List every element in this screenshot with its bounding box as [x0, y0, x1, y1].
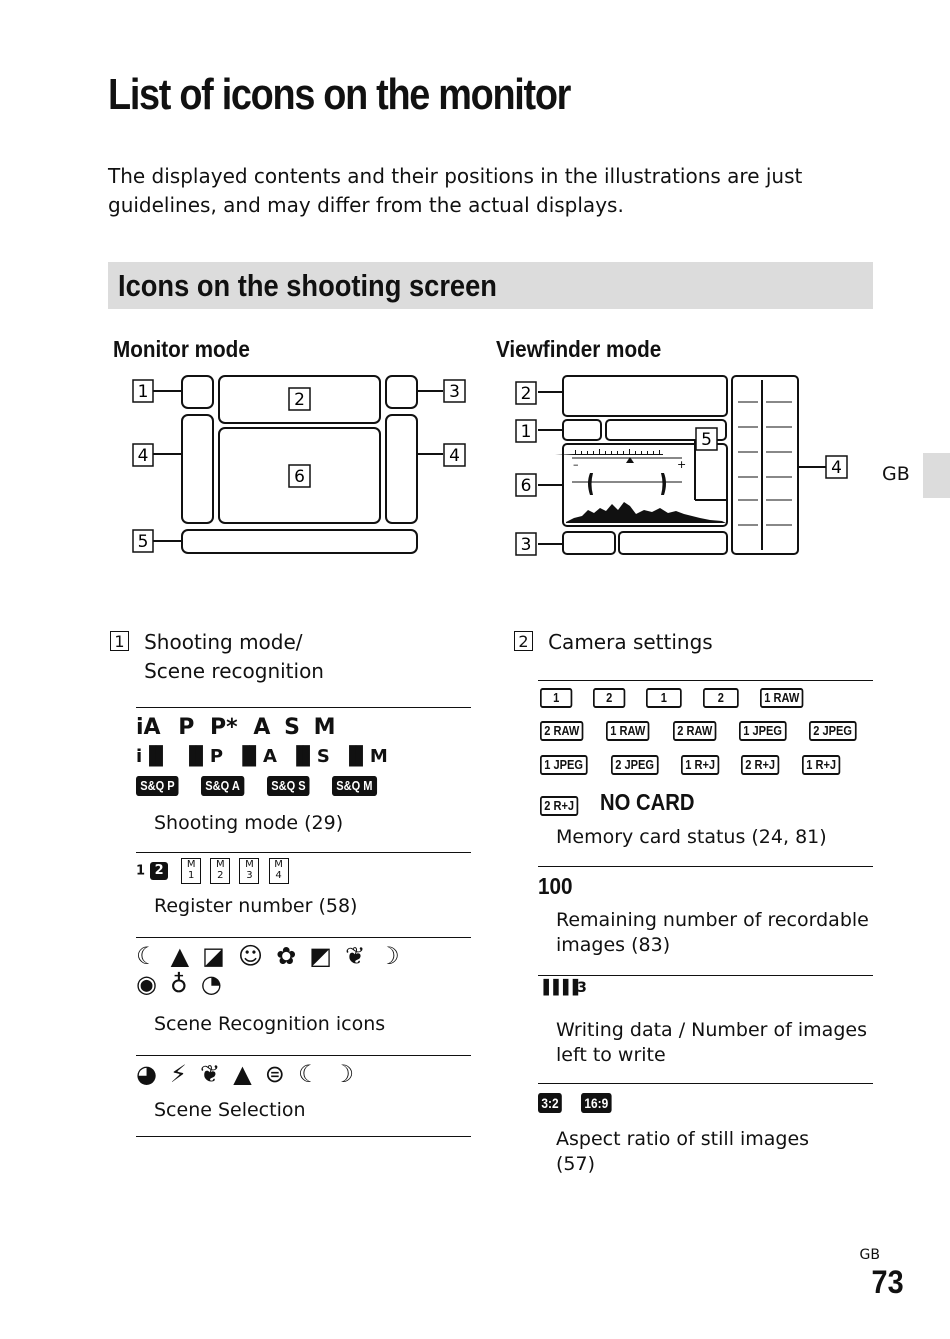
divider: [136, 1055, 471, 1056]
item-2-number: 2: [514, 631, 533, 651]
item-1-title-line2: Scene recognition: [144, 659, 324, 683]
vf-callout-4: 4: [831, 458, 842, 478]
macro-scene-icon: ❦: [200, 1060, 221, 1088]
remaining-value: 100: [538, 873, 573, 899]
card-2-jpeg-icon: 2 JPEG: [809, 721, 856, 741]
low-light-icon: ◔: [200, 970, 222, 998]
memory-card-desc: Memory card status (24, 81): [556, 826, 827, 848]
sq-mode-icons-row: [136, 776, 395, 796]
item-1-number: 1: [110, 631, 129, 651]
scene-selection-icons: [136, 1060, 362, 1088]
vf-callout-6: 6: [520, 476, 532, 496]
sq-m-icon: S&Q M: [332, 776, 377, 796]
card-1-rj-icon: 1 R+J: [681, 755, 719, 775]
monitor-callout-4-right: 4: [449, 446, 460, 466]
sq-a-icon: S&Q A: [201, 776, 244, 796]
movie-auto-icon: i▐▌: [136, 746, 170, 767]
shooting-mode-icons-row1: [136, 715, 336, 740]
intelligent-auto-icon: iA: [136, 715, 161, 740]
page-locale-label: GB: [859, 1247, 880, 1263]
divider: [136, 1136, 471, 1137]
shutter-priority-icon: S: [284, 715, 300, 740]
sunset-icon: ⊜: [264, 1060, 285, 1088]
spotlight-icon: ♁: [170, 970, 188, 998]
vf-callout-5: 5: [701, 430, 712, 450]
aspect-16-9-icon: 16:9: [581, 1093, 612, 1113]
monitor-callout-4-left: 4: [137, 446, 149, 466]
monitor-callout-3: 3: [449, 382, 460, 402]
memory-2-icon: M 2: [210, 858, 230, 884]
vf-scale-plus: +: [677, 458, 687, 471]
area-4-right: [386, 415, 417, 523]
memory-3-icon: M 3: [239, 858, 259, 884]
scene-recognition-icons: [136, 942, 408, 998]
backlight-portrait-icon: ◪: [202, 942, 225, 970]
page-number: 73: [871, 1264, 904, 1300]
card-slot-1-icon: 1: [540, 688, 572, 708]
item-1-title-line1: Shooting mode/: [144, 630, 303, 654]
night-portrait-icon: ☽: [378, 942, 400, 970]
card-2-raw-icon: 2 RAW: [540, 721, 583, 741]
night-icon: ☾: [136, 942, 158, 970]
program-icon: P: [178, 715, 195, 740]
vf-scale-minus: –: [573, 458, 579, 471]
item-2-title: Camera settings: [548, 630, 713, 654]
register-icons-row: [136, 858, 293, 884]
aspect-3-2-icon: 3:2: [538, 1093, 562, 1113]
intro-text: The displayed contents and their positions in the illustrations are just guidelines, and may differ from the actual displays.: [108, 164, 803, 217]
card-1-raw-rec-icon: 1 RAW: [606, 721, 649, 741]
movie-p-icon: ▐▌P: [182, 746, 224, 767]
aspect-desc: Aspect ratio of still images (57): [556, 1128, 810, 1175]
register-desc: Register number (58): [154, 895, 358, 917]
manual-icon: M: [313, 715, 336, 740]
monitor-callout-6: 6: [294, 467, 305, 487]
card-2-raw-rec-icon: 2 RAW: [673, 721, 716, 741]
memory-4-icon: M 4: [269, 858, 289, 884]
landscape-scene-icon: ▲: [233, 1060, 252, 1088]
area-1: [182, 376, 213, 408]
register-1-icon: 1: [136, 863, 146, 879]
memory-1-icon: M 1: [181, 858, 201, 884]
aspect-icons-row: [538, 1093, 627, 1113]
scene-recognition-desc: Scene Recognition icons: [154, 1013, 386, 1035]
area-3: [386, 376, 417, 408]
card-1-raw-icon: 1 RAW: [760, 688, 803, 708]
card-1-rj-rec-icon: 1 R+J: [802, 755, 840, 775]
backlight-icon: ✿: [276, 942, 297, 970]
movie-m-icon: ▐▌M: [342, 746, 388, 767]
portrait-scene-icon: ◕: [136, 1060, 157, 1088]
card-icons-row3: [540, 754, 857, 775]
divider: [538, 866, 873, 867]
tripod-icon: ◩: [309, 942, 332, 970]
shooting-mode-desc: Shooting mode (29): [154, 812, 344, 834]
sq-s-icon: S&Q S: [267, 776, 310, 796]
remaining-desc: Remaining number of recordable images (83): [556, 909, 869, 956]
card-2-rj-rec-icon: 2 R+J: [540, 796, 578, 816]
card-slot-2-rec-icon: 2: [703, 688, 739, 708]
divider: [538, 680, 873, 681]
viewfinder-mode-diagram: [510, 370, 855, 560]
card-icons-row4: [540, 789, 708, 816]
card-2-rj-icon: 2 R+J: [741, 755, 779, 775]
section-title: Icons on the shooting screen: [118, 268, 497, 303]
divider: [538, 1083, 873, 1084]
side-tab-label: GB: [882, 463, 910, 485]
card-1-jpeg-icon: 1 JPEG: [739, 721, 786, 741]
writing-desc: Writing data / Number of images left to write: [556, 1019, 867, 1066]
vf-callout-2: 2: [520, 384, 532, 404]
no-card-label: NO CARD: [600, 789, 695, 815]
card-icons-row2: [540, 720, 875, 741]
card-slot-1-rec-icon: 1: [646, 688, 682, 708]
divider: [136, 937, 471, 938]
item-1-heading: [110, 628, 324, 686]
night-scene-icon: ☾: [297, 1060, 320, 1088]
vf-callout-1: 1: [520, 422, 532, 442]
area-4-left: [182, 415, 213, 523]
register-2-icon: 2: [150, 862, 168, 880]
monitor-callout-5: 5: [137, 532, 149, 552]
monitor-mode-heading: Monitor mode: [113, 336, 250, 362]
night-portrait-scene-icon: ☽: [332, 1060, 355, 1088]
aperture-priority-icon: A: [253, 715, 271, 740]
monitor-callout-1: 1: [137, 382, 149, 402]
writing-data-icon: ▐▐▐▐3: [538, 980, 586, 996]
monitor-mode-diagram: [125, 368, 475, 560]
area-5: [182, 530, 417, 553]
movie-mode-icons-row: [136, 746, 388, 767]
viewfinder-mode-heading: Viewfinder mode: [496, 336, 662, 362]
sq-p-icon: S&Q P: [136, 776, 179, 796]
monitor-callout-2: 2: [294, 390, 305, 410]
portrait-icon: ☺: [237, 942, 263, 970]
card-2-jpeg-rec-icon: 2 JPEG: [611, 755, 658, 775]
program-shift-icon: P*: [210, 715, 238, 740]
movie-a-icon: ▐▌A: [235, 746, 277, 767]
scene-selection-desc: Scene Selection: [154, 1099, 306, 1121]
movie-s-icon: ▐▌S: [289, 746, 330, 767]
macro-icon: ❦: [345, 942, 366, 970]
card-1-jpeg-rec-icon: 1 JPEG: [540, 755, 587, 775]
baby-icon: ◉: [136, 970, 157, 998]
side-tab: [923, 453, 950, 498]
divider: [136, 852, 471, 853]
item-2-heading: [514, 628, 713, 657]
vf-callout-3: 3: [520, 535, 532, 555]
sports-icon: ⚡: [170, 1060, 187, 1088]
card-icons-row1: [540, 687, 822, 708]
card-slot-2-icon: 2: [593, 688, 625, 708]
landscape-icon: ▲: [170, 942, 190, 970]
divider: [136, 707, 471, 708]
page-title: List of icons on the monitor: [108, 70, 571, 119]
divider: [538, 975, 873, 976]
